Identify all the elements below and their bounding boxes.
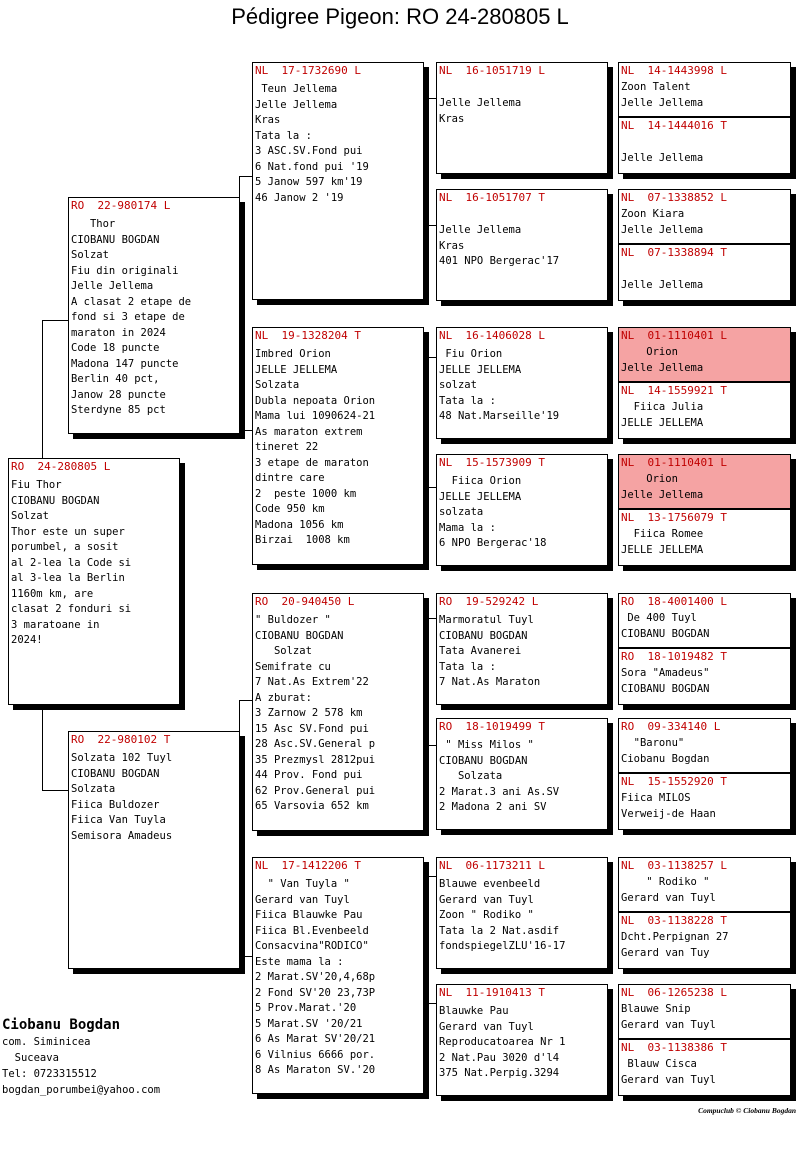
detail-line: Birzai 1008 km (255, 534, 350, 546)
detail-line: Imbred Orion (255, 348, 331, 360)
detail-line: 28 Asc.SV.General p (255, 738, 376, 750)
detail-line: Jelle Jellema (621, 278, 704, 291)
ring-number: NL 03-1138257 L (621, 859, 727, 872)
detail-line: 5 Marat.SV '20/21 (255, 1017, 363, 1030)
detail-line: 15 Asc SV.Fond pui (255, 722, 369, 735)
ancestor-card[interactable] (618, 773, 791, 830)
detail-line: CIOBANU BOGDAN (71, 767, 160, 780)
detail-line: Zoon " Rodiko " (439, 909, 534, 921)
page-title: Pédigree Pigeon: RO 24-280805 L (231, 4, 569, 29)
ring-number: RO 18-1019499 T (439, 720, 545, 733)
detail-line (621, 135, 788, 151)
detail-line: Tata la : (439, 394, 496, 407)
detail-line: Verweij-de Haan (621, 807, 716, 820)
ring-number: NL 19-1328204 T (255, 329, 361, 342)
bird-details (621, 875, 788, 906)
detail-line: Fiica Romee (621, 528, 704, 540)
detail-line: Blauw Cisca (621, 1058, 697, 1070)
detail-line: clasat 2 fonduri si (11, 603, 132, 615)
ring-number: NL 17-1412206 T (255, 859, 361, 872)
detail-line: Madona 1056 km (255, 518, 344, 531)
ring-number: NL 14-1443998 L (621, 64, 727, 77)
ancestor-card[interactable] (618, 244, 791, 301)
ring-number: RO 19-529242 L (439, 595, 539, 608)
ancestor-card[interactable] (618, 509, 791, 566)
detail-line: " Miss Milos " (439, 739, 534, 751)
detail-line: Teun Jellema (255, 83, 338, 95)
ring-number: NL 14-1559921 T (621, 384, 727, 397)
detail-line: Gerard van Tuyl (439, 893, 534, 906)
detail-line: Kras (255, 114, 281, 126)
detail-line: JELLE JELLEMA (621, 416, 704, 429)
sire-card[interactable] (68, 197, 240, 434)
detail-line: Fiica Julia (621, 401, 704, 413)
detail-line: Fiu din originali (71, 264, 179, 277)
detail-line: 46 Janow 2 '19 (255, 191, 344, 204)
detail-line: 2 Fond SV'20 23,73P (255, 986, 376, 999)
detail-line: Fiu Thor (11, 479, 62, 491)
detail-line: Blauwke Pau (439, 1005, 509, 1017)
detail-line: Thor (71, 218, 116, 230)
copyright-footer: Compuclub © Ciobanu Bogdan (698, 1106, 796, 1115)
ancestor-card[interactable] (618, 189, 791, 244)
connector-line (239, 956, 253, 957)
detail-line: 48 Nat.Marseille'19 (439, 410, 560, 422)
detail-line: Fiica Bl.Evenbeeld (255, 924, 369, 937)
detail-line: 3 maratoane in (11, 618, 100, 631)
bird-details (439, 738, 605, 816)
detail-line: maraton in 2024 (71, 326, 166, 339)
ring-number: NL 15-1573909 T (439, 456, 545, 469)
granddam-paternal-card[interactable] (252, 327, 424, 565)
detail-line: Sterdyne 85 pct (71, 404, 166, 416)
detail-line: JELLE JELLEMA (621, 543, 704, 556)
granddam-maternal-card[interactable] (252, 857, 424, 1094)
ancestor-card[interactable] (618, 62, 791, 117)
detail-line: 3 Zarnow 2 578 km (255, 707, 363, 719)
bird-details (621, 472, 788, 503)
detail-line: Code 950 km (255, 503, 325, 515)
bird-details (621, 262, 788, 293)
detail-line: Ciobanu Bogdan (621, 752, 710, 765)
owner-address-line: com. Siminicea (2, 1036, 91, 1048)
detail-line: Este mama la : (255, 955, 344, 968)
detail-line: Orion (621, 346, 678, 358)
dam-card[interactable] (68, 731, 240, 969)
detail-line: Tata la : (255, 129, 312, 142)
bird-details (621, 791, 788, 822)
ring-number: NL 06-1265238 L (621, 986, 727, 999)
detail-line: " Buldozer " (255, 614, 331, 626)
grandsire-maternal-card[interactable] (252, 593, 424, 831)
ancestor-card[interactable] (436, 984, 608, 1096)
detail-line: Mama lui 1090624-21 (255, 410, 376, 422)
ring-number: NL 03-1138386 T (621, 1041, 727, 1054)
ancestor-card[interactable] (618, 857, 791, 912)
detail-line: tineret 22 (255, 441, 319, 453)
detail-line: Dubla nepoata Orion (255, 394, 376, 407)
detail-line: Kras (439, 239, 465, 252)
detail-line: Gerard van Tuyl (621, 891, 716, 904)
ancestor-card[interactable] (436, 718, 608, 830)
connector-line (423, 98, 437, 99)
bird-details (621, 207, 788, 238)
detail-line: Jelle Jellema (621, 96, 704, 109)
bird-details (621, 345, 788, 376)
connector-line (423, 745, 437, 746)
ancestor-card[interactable] (618, 984, 791, 1039)
detail-line: Blauwe Snip (621, 1003, 691, 1015)
detail-line: 6 As Marat SV'20/21 (255, 1033, 376, 1045)
detail-line: Marmoratul Tuyl (439, 614, 534, 626)
bird-details (621, 611, 788, 642)
detail-line: Semifrate cu (255, 660, 331, 673)
ancestor-card[interactable] (618, 593, 791, 648)
bird-details (255, 877, 421, 1079)
ring-number: RO 22-980174 L (71, 199, 171, 212)
ring-number: RO 09-334140 L (621, 720, 721, 733)
bird-details (71, 751, 237, 844)
detail-line: 2 Marat.SV'20,4,68p (255, 971, 376, 983)
detail-line: 7 Nat.As Extrem'22 (255, 676, 369, 688)
detail-line: Sora "Amadeus" (621, 667, 710, 679)
ancestor-card[interactable] (436, 62, 608, 174)
detail-line: 401 NPO Bergerac'17 (439, 255, 560, 267)
bird-details (621, 736, 788, 767)
ring-number: NL 06-1173211 L (439, 859, 545, 872)
detail-line: Gerard van Tuyl (621, 1018, 716, 1031)
detail-line: 44 Prov. Fond pui (255, 769, 363, 781)
subject-card[interactable] (8, 458, 180, 705)
bird-details (255, 347, 421, 549)
detail-line: dintre care (255, 472, 325, 484)
connector-line (42, 704, 43, 790)
detail-line: " Rodiko " (621, 876, 710, 888)
bird-details (621, 135, 788, 166)
bird-details (439, 1004, 605, 1082)
detail-line: Solzat (71, 249, 109, 261)
detail-line: A clasat 2 etape de (71, 295, 192, 308)
bird-details (11, 478, 177, 649)
owner-phone: Tel: 0723315512 (2, 1068, 97, 1080)
connector-line (239, 700, 253, 701)
detail-line: JELLE JELLEMA (255, 363, 338, 376)
bird-details (621, 666, 788, 697)
detail-line: Gerard van Tuyl (621, 1073, 716, 1086)
detail-line: Dcht.Perpignan 27 (621, 931, 729, 943)
connector-line (423, 876, 437, 877)
bird-details (439, 223, 605, 270)
detail-line: Fiu Orion (439, 348, 503, 360)
detail-line: Tata la : (439, 660, 496, 673)
detail-line: Fiica Buldozer (71, 798, 160, 811)
detail-line: Jelle Jellema (621, 151, 704, 164)
ancestor-card[interactable] (436, 327, 608, 439)
ancestor-card[interactable] (618, 382, 791, 439)
detail-line: 35 Prezmysl 2812pui (255, 753, 376, 766)
detail-line (621, 262, 788, 278)
bird-details (621, 1002, 788, 1033)
ancestor-card[interactable] (618, 1039, 791, 1096)
detail-line: Fiica Orion (439, 475, 522, 487)
ring-number: NL 16-1051707 T (439, 191, 545, 204)
bird-details (439, 877, 605, 955)
detail-line: al 3-lea la Berlin (11, 572, 125, 584)
detail-line: Consacvina"RODICO" (255, 940, 369, 952)
detail-line: 5 Janow 597 km'19 (255, 176, 363, 188)
detail-line: Solzat (255, 645, 312, 657)
ring-number: NL 16-1406028 L (439, 329, 545, 342)
bird-details (621, 400, 788, 431)
detail-line: Solzata (71, 783, 116, 795)
detail-line: fond si 3 etape de (71, 311, 185, 323)
bird-details (255, 82, 421, 206)
detail-line: 2 Madona 2 ani SV (439, 801, 547, 813)
detail-line: 65 Varsovia 652 km (255, 800, 369, 812)
ring-number: RO 18-1019482 T (621, 650, 727, 663)
detail-line: Jelle Jellema (71, 280, 154, 292)
detail-line: Tata Avanerei (439, 645, 522, 657)
ring-number: NL 07-1338852 L (621, 191, 727, 204)
detail-line: Janow 28 puncte (71, 388, 166, 401)
detail-line: Jelle Jellema (621, 223, 704, 236)
detail-line: Mama la : (439, 521, 496, 534)
detail-line: al 2-lea la Code si (11, 556, 132, 569)
connector-line (239, 430, 253, 431)
bird-details (255, 613, 421, 815)
ring-number: NL 16-1051719 L (439, 64, 545, 77)
bird-details (621, 80, 788, 111)
ancestor-card-highlighted[interactable] (618, 454, 791, 509)
connector-line (423, 225, 437, 226)
detail-line: Orion (621, 473, 678, 485)
owner-address-line: Suceava (2, 1052, 59, 1064)
ring-number: NL 03-1138228 T (621, 914, 727, 927)
detail-line: Tata la 2 Nat.asdif (439, 924, 560, 937)
detail-line: solzat (439, 379, 477, 391)
detail-line: CIOBANU BOGDAN (255, 629, 344, 642)
detail-line: 7 Nat.As Maraton (439, 676, 541, 688)
detail-line: De 400 Tuyl (621, 612, 697, 624)
connector-line (423, 487, 437, 488)
detail-line: Blauwe evenbeeld (439, 878, 541, 890)
owner-email[interactable]: bogdan_porumbei@yahoo.com (2, 1084, 161, 1096)
detail-line: 3 etape de maraton (255, 456, 369, 469)
detail-line: fondspiegelZLU'16-17 (439, 940, 566, 952)
ring-number: RO 20-940450 L (255, 595, 355, 608)
detail-line: Zoon Talent (621, 81, 691, 93)
detail-line: Fiica MILOS (621, 792, 691, 804)
detail-line: Fiica Van Tuyla (71, 814, 166, 826)
ring-number: NL 17-1732690 L (255, 64, 361, 77)
detail-line: CIOBANU BOGDAN (439, 754, 528, 767)
bird-details (621, 527, 788, 558)
ancestor-card[interactable] (436, 454, 608, 566)
connector-line (42, 320, 43, 460)
connector-line (423, 1003, 437, 1004)
connector-line (239, 176, 253, 177)
ring-number: RO 22-980102 T (71, 733, 171, 746)
bird-details (621, 1057, 788, 1088)
detail-line: JELLE JELLEMA (439, 490, 522, 503)
detail-line: Solzata (255, 379, 300, 391)
ancestor-card[interactable] (436, 593, 608, 705)
connector-line (42, 790, 70, 791)
grandsire-paternal-card[interactable] (252, 62, 424, 300)
detail-line: Semisora Amadeus (71, 829, 173, 842)
detail-line: 3 ASC.SV.Fond pui (255, 145, 363, 157)
ring-number: NL 14-1444016 T (621, 119, 727, 132)
ring-number: NL 01-1110401 L (621, 329, 727, 342)
bird-details (439, 347, 605, 425)
detail-line: CIOBANU BOGDAN (11, 494, 100, 507)
detail-line: 2 peste 1000 km (255, 487, 357, 500)
detail-line: Gerard van Tuyl (255, 893, 350, 906)
detail-line: JELLE JELLEMA (439, 363, 522, 376)
detail-line: Berlin 40 pct, (71, 373, 160, 385)
detail-line: Fiica Blauwke Pau (255, 909, 363, 921)
owner-info (2, 1016, 160, 1098)
detail-line: Gerard van Tuy (621, 946, 710, 959)
ring-number: NL 11-1910413 T (439, 986, 545, 999)
detail-line: solzata (439, 506, 484, 518)
bird-details (71, 217, 237, 419)
connector-line (423, 357, 437, 358)
detail-line: Code 18 puncte (71, 342, 160, 354)
detail-line: CIOBANU BOGDAN (621, 627, 710, 640)
detail-line: Jelle Jellema (621, 488, 704, 501)
detail-line: A zburat: (255, 691, 312, 704)
detail-line: 62 Prov.General pui (255, 784, 376, 797)
bird-details (439, 474, 605, 552)
detail-line: Jelle Jellema (439, 97, 522, 109)
detail-line: 2024! (11, 634, 43, 646)
connector-line (423, 618, 437, 619)
detail-line: Solzata (439, 770, 503, 782)
detail-line: Solzat (11, 510, 49, 522)
ancestor-card-highlighted[interactable] (618, 327, 791, 382)
ancestor-card[interactable] (618, 648, 791, 705)
detail-line: Jelle Jellema (439, 224, 522, 236)
bird-details (621, 930, 788, 961)
detail-line: CIOBANU BOGDAN (621, 682, 710, 695)
detail-line: As maraton extrem (255, 425, 363, 438)
detail-line: 8 As Maraton SV.'20 (255, 1064, 376, 1076)
detail-line: CIOBANU BOGDAN (71, 233, 160, 246)
detail-line: "Baronu" (621, 737, 685, 749)
owner-name: Ciobanu Bogdan (2, 1017, 121, 1033)
ancestor-card[interactable] (618, 912, 791, 969)
detail-line: Madona 147 puncte (71, 357, 179, 370)
ancestor-card[interactable] (436, 189, 608, 301)
ancestor-card[interactable] (436, 857, 608, 969)
detail-line: 6 Vilnius 6666 por. (255, 1048, 376, 1061)
ancestor-card[interactable] (618, 718, 791, 773)
detail-line: 5 Prov.Marat.'20 (255, 1002, 357, 1014)
detail-line: porumbel, a sosit (11, 541, 119, 553)
detail-line: Jelle Jellema (621, 361, 704, 374)
bird-details (439, 613, 605, 691)
ring-number: NL 07-1338894 T (621, 246, 727, 259)
detail-line: Solzata 102 Tuyl (71, 752, 173, 764)
detail-line: 6 Nat.fond pui '19 (255, 160, 369, 173)
detail-line: CIOBANU BOGDAN (439, 629, 528, 642)
detail-line: Reproducatoarea Nr 1 (439, 1036, 566, 1048)
detail-line: Zoon Kiara (621, 208, 685, 220)
detail-line: Kras (439, 112, 465, 125)
detail-line: " Van Tuyla " (255, 878, 350, 890)
detail-line: 2 Marat.3 ani As.SV (439, 785, 560, 798)
detail-line: Jelle Jellema (255, 98, 338, 111)
detail-line: Thor este un super (11, 525, 125, 538)
ring-number: NL 13-1756079 T (621, 511, 727, 524)
detail-line: 2 Nat.Pau 3020 d'l4 (439, 1051, 560, 1064)
detail-line: 6 NPO Bergerac'18 (439, 537, 547, 549)
detail-line: Gerard van Tuyl (439, 1020, 534, 1033)
bird-details (439, 96, 605, 127)
ring-number: NL 01-1110401 L (621, 456, 727, 469)
ancestor-card[interactable] (618, 117, 791, 174)
ring-number: RO 24-280805 L (11, 460, 111, 473)
ring-number: RO 18-4001400 L (621, 595, 727, 608)
connector-line (42, 320, 70, 321)
ring-number: NL 15-1552920 T (621, 775, 727, 788)
detail-line: 1160m km, are (11, 587, 94, 600)
detail-line: 375 Nat.Perpig.3294 (439, 1067, 560, 1079)
